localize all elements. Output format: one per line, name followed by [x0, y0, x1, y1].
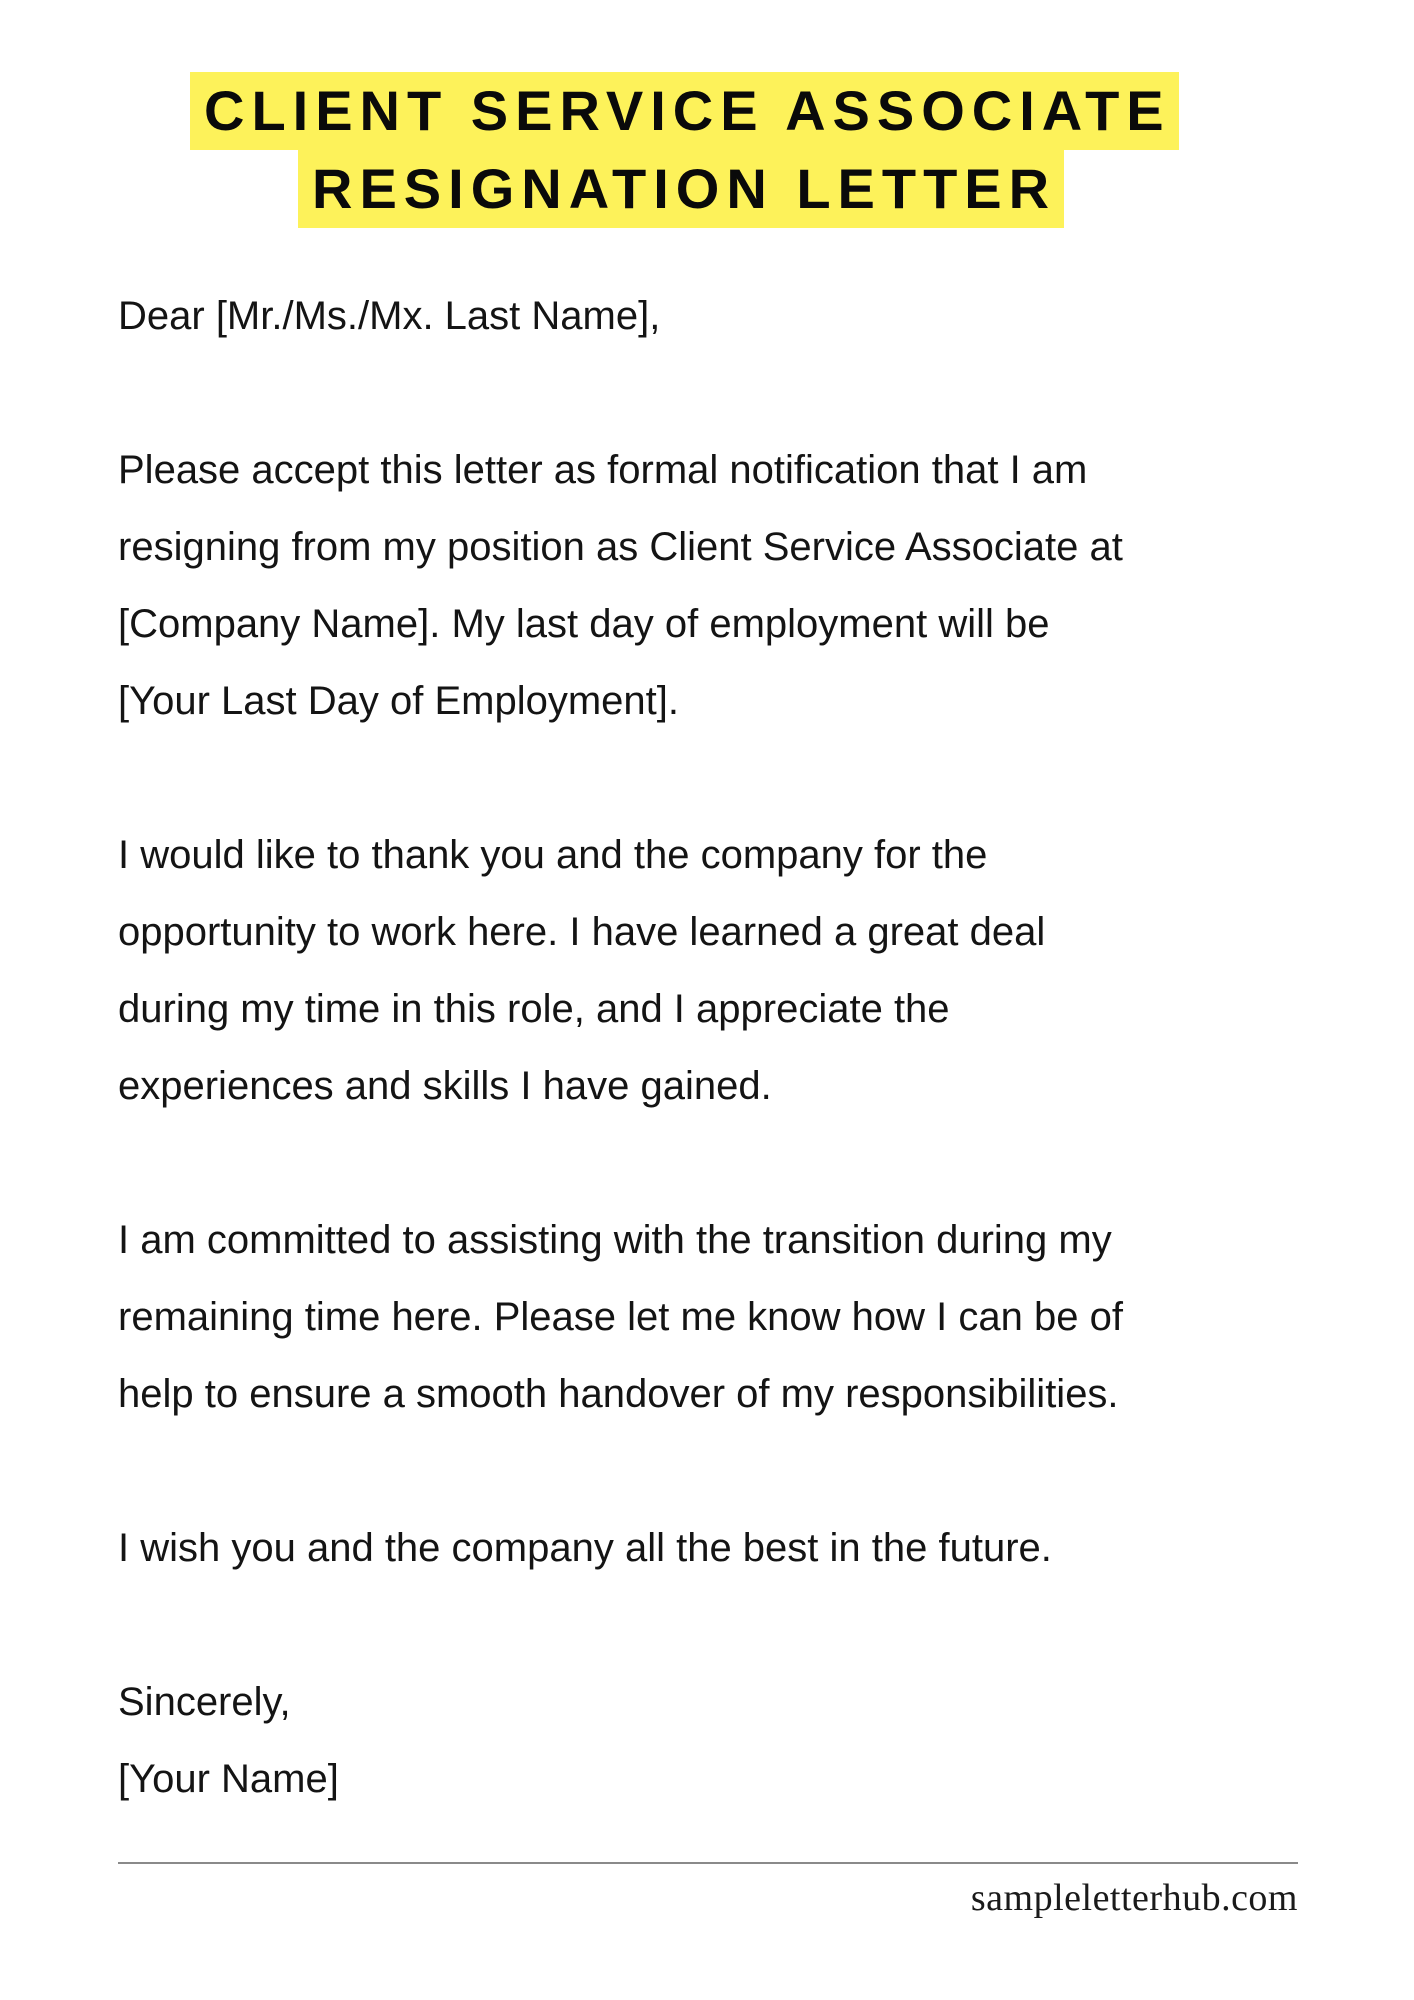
paragraph-line: I am committed to assisting with the transition during my	[118, 1218, 1112, 1262]
signature: [Your Name]	[118, 1757, 339, 1801]
paragraph-line: I would like to thank you and the company for the	[118, 833, 988, 877]
paragraph-line: [Company Name]. My last day of employment will be	[118, 602, 1050, 646]
salutation: Dear [Mr./Ms./Mx. Last Name],	[118, 294, 661, 338]
letter-body	[118, 278, 1358, 1818]
footer-site: sampleletterhub.com	[970, 1877, 1298, 1919]
paragraph-3	[118, 1202, 1358, 1433]
title-line-2: RESIGNATION LETTER	[298, 150, 1064, 228]
spacer	[118, 1587, 1358, 1664]
paragraph-4	[118, 1510, 1358, 1587]
paragraph-line: remaining time here. Please let me know how I can be of	[118, 1295, 1123, 1339]
spacer	[118, 1433, 1358, 1510]
spacer	[118, 355, 1358, 432]
spacer	[118, 740, 1358, 817]
paragraph-1	[118, 432, 1358, 740]
paragraph-line: resigning from my position as Client Service Associate at	[118, 525, 1123, 569]
title-line-1: CLIENT SERVICE ASSOCIATE	[190, 72, 1179, 150]
closing: Sincerely,	[118, 1680, 291, 1724]
footer-divider	[118, 1862, 1298, 1864]
paragraph-line: opportunity to work here. I have learned a great deal	[118, 910, 1046, 954]
paragraph-line: [Your Last Day of Employment].	[118, 679, 680, 723]
spacer	[118, 1125, 1358, 1202]
paragraph-line: experiences and skills I have gained.	[118, 1064, 772, 1108]
paragraph-2	[118, 817, 1358, 1125]
paragraph-line: I wish you and the company all the best in the future.	[118, 1526, 1052, 1570]
paragraph-line: Please accept this letter as formal notification that I am	[118, 448, 1088, 492]
paragraph-line: during my time in this role, and I appreciate the	[118, 987, 950, 1031]
paragraph-line: help to ensure a smooth handover of my responsibilities.	[118, 1372, 1119, 1416]
